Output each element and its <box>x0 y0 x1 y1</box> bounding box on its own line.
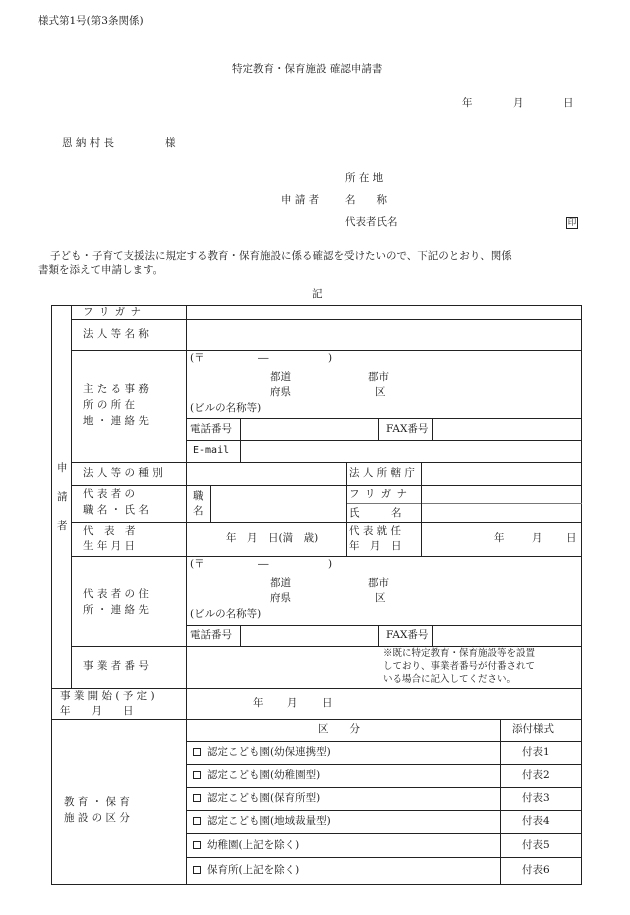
date-month-label: 月 <box>513 97 524 109</box>
inaug-day: 日 <box>566 532 577 544</box>
date-year-label: 年 <box>462 97 473 109</box>
office-address-label-3: 地 ・ 連 絡 先 <box>83 415 149 427</box>
email-label: E-mail <box>193 445 230 456</box>
address-label: 所 在 地 <box>345 172 384 184</box>
name-label: 名 称 <box>345 194 387 206</box>
business-number-note-3: いる場合に記入してください。 <box>383 674 517 685</box>
checkbox[interactable] <box>193 866 201 874</box>
rep-inaug-label-2: 年 月 日 <box>349 540 402 552</box>
rep-building-label: (ビルの名称等) <box>190 608 262 620</box>
rep-name-label-1: 代 表 者 の <box>83 488 136 500</box>
rep-city-label-2: 区 <box>375 592 386 604</box>
category-label: 認定こども園(保育所型) <box>207 792 321 804</box>
start-label-1: 事 業 開 始 ( 予 定 ) <box>60 690 155 702</box>
category-row <box>193 864 299 877</box>
rep-shimei-label: 氏 名 <box>349 507 402 519</box>
attachment-form: 付表5 <box>522 839 550 851</box>
attachment-form: 付表4 <box>522 815 550 827</box>
form-number: 様式第1号(第3条関係) <box>38 15 144 27</box>
category-row <box>193 839 299 852</box>
fax-label: FAX番号 <box>386 423 429 435</box>
office-address-label-1: 主 た る 事 務 <box>83 383 149 395</box>
rep-birth-label-2: 生 年 月 日 <box>83 540 136 552</box>
category-label: 認定こども園(幼稚園型) <box>207 769 321 781</box>
phone-label: 電話番号 <box>190 423 232 435</box>
office-address-label-2: 所 の 所 在 <box>83 399 136 411</box>
business-number-note-1: ※既に特定教育・保育施設等を設置 <box>383 648 536 659</box>
side-label-1: 申 <box>57 462 68 474</box>
furigana-label: フ リ ガ ナ <box>83 306 143 318</box>
postal-close: ) <box>328 352 333 364</box>
start-year: 年 <box>253 697 264 709</box>
start-month: 月 <box>287 697 298 709</box>
applicant-label: 申 請 者 <box>281 194 320 206</box>
facility-label-2: 施 設 の 区 分 <box>64 812 130 824</box>
city-label-2: 区 <box>375 386 386 398</box>
rep-postal-close: ) <box>328 558 333 570</box>
document-title: 特定教育・保育施設 確認申請書 <box>232 63 383 75</box>
title-label-1: 職 <box>193 490 204 502</box>
side-label-2: 請 <box>57 491 68 503</box>
date-day-label: 日 <box>563 97 574 109</box>
category-row <box>193 792 320 805</box>
postal-dash: ― <box>258 352 269 364</box>
side-label-3: 者 <box>57 520 68 532</box>
prefecture-label-1: 都道 <box>270 371 291 383</box>
intro-line-1: 子ども・子育て支援法に規定する教育・保育施設に係る確認を受けたいので、下記のとおり、関係 <box>50 250 512 262</box>
rep-birth-label-1: 代 表 者 <box>83 525 136 537</box>
checkbox[interactable] <box>193 817 201 825</box>
category-label: 保育所(上記を除く) <box>207 864 300 876</box>
corp-name-label: 法 人 等 名 称 <box>83 328 149 340</box>
inaug-year: 年 <box>494 532 505 544</box>
inaug-month: 月 <box>532 532 543 544</box>
attachment-form: 付表3 <box>522 792 550 804</box>
category-header: 区 分 <box>318 723 360 735</box>
category-row <box>193 769 320 782</box>
rep-fax-label: FAX番号 <box>386 629 429 641</box>
intro-line-2: 書類を添えて申請します。 <box>38 264 164 276</box>
rep-address-label-1: 代 表 者 の 住 <box>83 588 149 600</box>
rep-city-label-1: 郡市 <box>368 577 389 589</box>
attachment-form: 付表1 <box>522 746 550 758</box>
rep-postal-dash: ― <box>258 558 269 570</box>
checkbox[interactable] <box>193 771 201 779</box>
birth-date-value: 年 月 日(満 歳) <box>226 532 319 544</box>
category-row <box>193 815 331 828</box>
checkbox[interactable] <box>193 794 201 802</box>
addressee: 恩 納 村 長 <box>62 137 115 149</box>
rep-prefecture-label-1: 都道 <box>270 577 291 589</box>
addressee-suffix: 様 <box>165 137 176 149</box>
building-label: (ビルの名称等) <box>190 402 262 414</box>
ki-label: 記 <box>312 288 323 300</box>
start-label-2: 年 月 日 <box>60 705 134 717</box>
rep-furigana-label: フ リ ガ ナ <box>349 488 409 500</box>
corp-type-label: 法 人 等 の 種 別 <box>83 467 163 479</box>
facility-label-1: 教 育 ・ 保 育 <box>64 796 130 808</box>
attachment-header: 添付様式 <box>512 723 554 735</box>
rep-address-label-2: 所 ・ 連 絡 先 <box>83 604 149 616</box>
rep-phone-label: 電話番号 <box>190 629 232 641</box>
rep-inaug-label-1: 代 表 就 任 <box>349 525 402 537</box>
rep-name-label-2: 職 名 ・ 氏 名 <box>83 504 149 516</box>
attachment-form: 付表6 <box>522 864 550 876</box>
start-day: 日 <box>322 697 333 709</box>
category-label: 幼稚園(上記を除く) <box>207 839 300 851</box>
category-label: 認定こども園(地域裁量型) <box>207 815 331 827</box>
city-label-1: 郡市 <box>368 371 389 383</box>
category-label: 認定こども園(幼保連携型) <box>207 746 331 758</box>
business-number-label: 事 業 者 番 号 <box>83 660 149 672</box>
business-number-note-2: しており、事業者番号が付番されて <box>383 661 536 672</box>
postal-prefix: (〒 <box>190 352 205 364</box>
checkbox[interactable] <box>193 748 201 756</box>
corp-authority-label: 法 人 所 轄 庁 <box>349 467 415 479</box>
prefecture-label-2: 府県 <box>270 386 291 398</box>
rep-postal-prefix: (〒 <box>190 558 205 570</box>
title-label-2: 名 <box>193 505 204 517</box>
seal-mark: 印 <box>567 218 577 228</box>
checkbox[interactable] <box>193 841 201 849</box>
category-row <box>193 746 331 759</box>
representative-label: 代表者氏名 <box>345 216 398 228</box>
rep-prefecture-label-2: 府県 <box>270 592 291 604</box>
attachment-form: 付表2 <box>522 769 550 781</box>
